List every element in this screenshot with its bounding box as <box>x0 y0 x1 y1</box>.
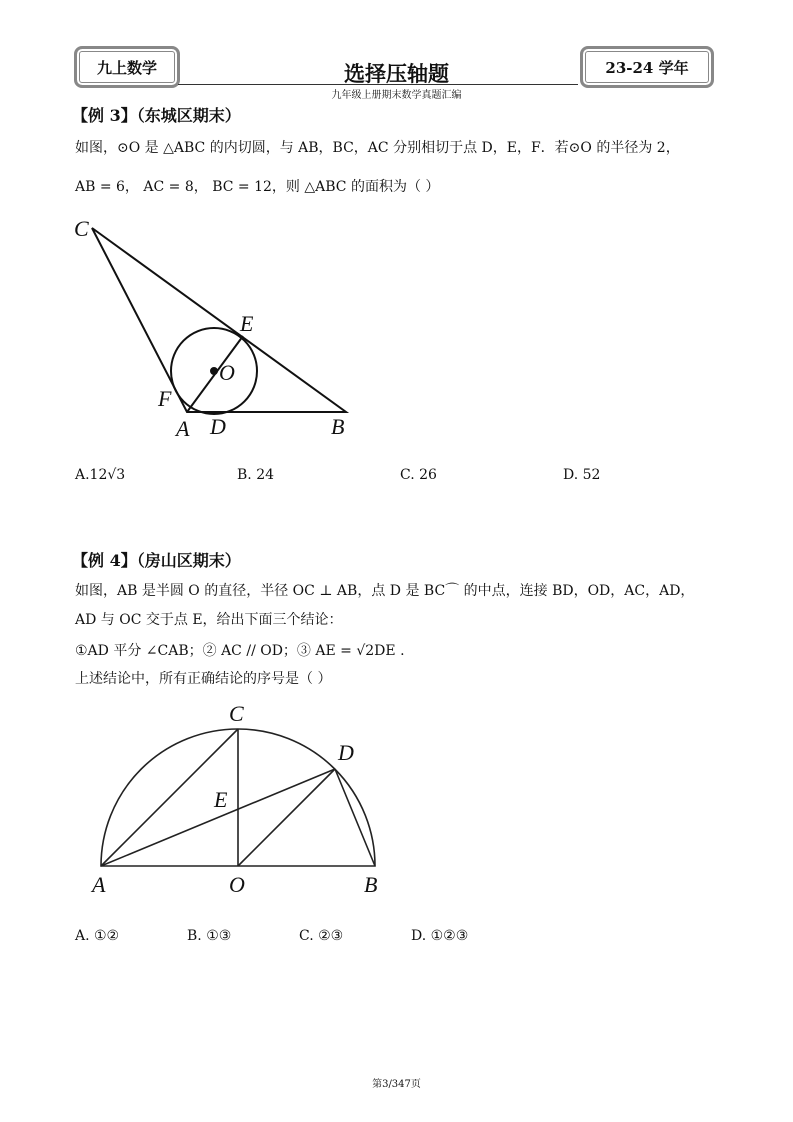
label-b2: B <box>364 872 378 897</box>
figure-incircle <box>92 228 346 414</box>
label-c: C <box>74 216 89 241</box>
option-d[interactable]: D. 52 <box>563 467 601 483</box>
example-3-text-line2: AB = 6， AC = 8， BC = 12，则 △ABC 的面积为（ ） <box>75 179 440 195</box>
label-b: B <box>331 414 345 439</box>
example-3-text-line1: 如图，⊙O 是 △ABC 的内切圆，与 AB，BC，AC 分别相切于点 D，E，F．若⊙O 的半径为 2， <box>75 140 680 156</box>
figure-semicircle <box>101 729 375 866</box>
page-number: 第3/347页 <box>372 1079 421 1090</box>
year-badge: 23-24 学年 <box>580 46 714 88</box>
example-4-text-line4: 上述结论中，所有正确结论的序号是（ ） <box>75 671 332 687</box>
center-point <box>211 368 217 374</box>
example-3-heading: 【例 3】（东城区期末） <box>72 106 241 125</box>
label-e2: E <box>214 787 228 812</box>
option-b[interactable]: B. 24 <box>237 467 275 483</box>
label-f: F <box>158 386 172 411</box>
option-c[interactable]: C. 26 <box>400 467 437 483</box>
example-4-text-line1: 如图，AB 是半圆 O 的直径，半径 OC ⊥ AB，点 D 是 BC⌒ 的中点，连接 BD，OD，AC，AD， <box>75 583 695 599</box>
label-o: O <box>219 360 235 385</box>
option-c-2[interactable]: C. ②③ <box>299 928 344 944</box>
label-c2: C <box>229 701 244 726</box>
label-d2: D <box>338 740 354 765</box>
option-d-2[interactable]: D. ①②③ <box>411 928 469 944</box>
label-d: D <box>210 414 226 439</box>
label-o2: O <box>229 872 245 897</box>
option-b-2[interactable]: B. ①③ <box>187 928 232 944</box>
grade-badge: 九上数学 <box>74 46 180 88</box>
page-title: 选择压轴题 <box>344 61 449 86</box>
label-a: A <box>176 416 190 441</box>
example-4-text-line3: ①AD 平分 ∠CAB；② AC // OD；③ AE = √2DE . <box>75 643 405 659</box>
example-4-text-line2: AD 与 OC 交于点 E，给出下面三个结论： <box>75 612 343 628</box>
option-a-2[interactable]: A. ①② <box>75 928 120 944</box>
label-a2: A <box>92 872 106 897</box>
label-e: E <box>240 311 254 336</box>
subtitle: 九年级上册期末数学真题汇编 <box>331 90 462 101</box>
example-4-heading: 【例 4】（房山区期末） <box>72 551 241 570</box>
option-a[interactable]: A.12√3 <box>75 467 126 483</box>
